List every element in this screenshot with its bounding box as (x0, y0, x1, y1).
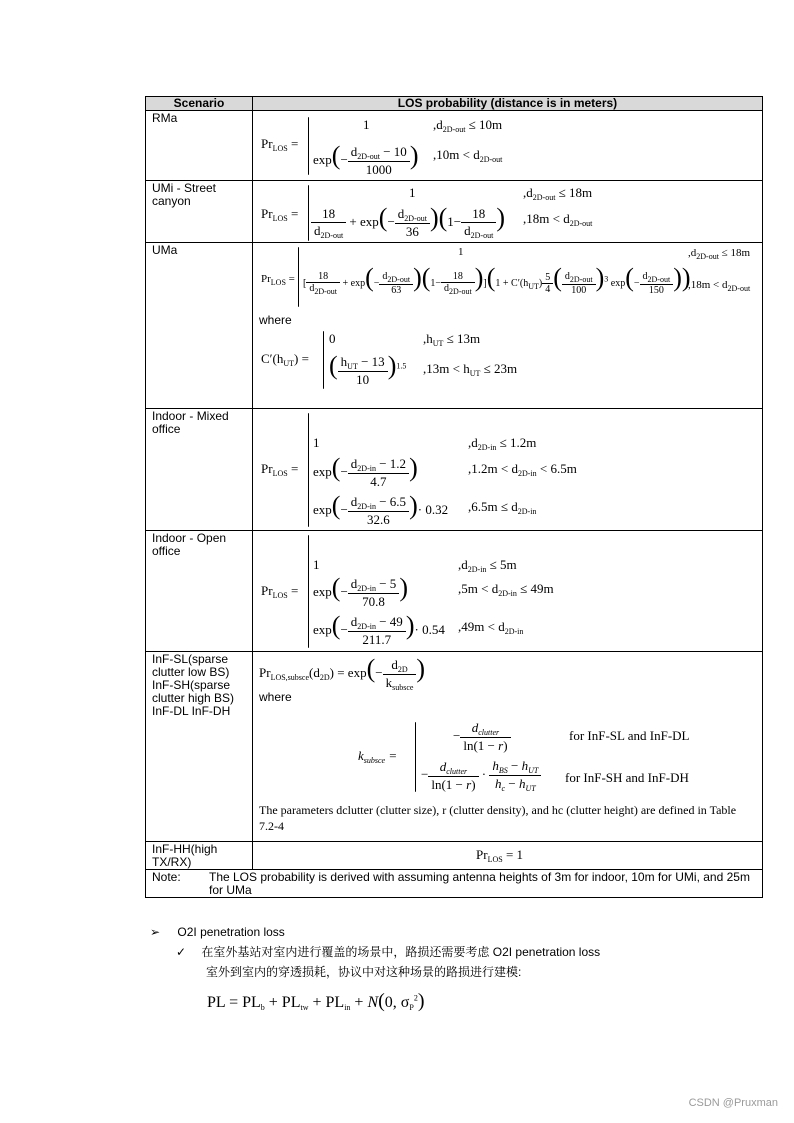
note-row (146, 870, 763, 898)
table-row (146, 842, 763, 870)
scenario-cell: UMa (146, 243, 253, 409)
table-row (146, 243, 763, 409)
case-label: for InF-SL and InF-DL (569, 728, 690, 743)
watermark: CSDN @Pruxman (688, 1097, 778, 1109)
header-scenario: Scenario (146, 97, 253, 111)
bullet-section (150, 922, 600, 982)
note-cell (146, 870, 763, 898)
note-text: The LOS probability is derived with assuming antenna heights of 3m for indoor, 10m for UMi, and 25m for UMa (209, 870, 750, 897)
bullet-text: 在室外基站对室内进行覆盖的场景中，路损还需要考虑 O2I penetration loss (201, 945, 601, 959)
scenario-cell: Indoor - Mixed office (146, 409, 253, 531)
where-label: where (259, 690, 292, 704)
table-row (146, 652, 763, 842)
bullet-line (176, 942, 600, 962)
formula-cell-indoor-mixed: $Pr_{LOS}$ = 1 $,d_{2D-in} \le 1.2m$ exp(− $\frac{d_{2D-in} - 1.2}{4.7}$ ) $,1.2m < d_{2D-in} < 6.5m$ exp(− $\frac{d_{2D-in} - 6.5}{32.6}$ )· 0.32 $,6.5m \le d_{2D-in}$ (253, 409, 763, 531)
parameters-note: The parameters dclutter (clutter size), r (clutter density), and hc (clutter height) are defined in Table 7.2-4 (259, 803, 737, 833)
scenario-cell: InF-HH(high TX/RX) (146, 842, 253, 870)
bullet-heading: O2I penetration loss (177, 925, 285, 939)
scenario-cell: Indoor - Open office (146, 531, 253, 652)
los-probability-table (145, 96, 763, 898)
formula-cell-rma: $Pr_{LOS}$ = 1 $,d_{2D-out} \le 10m$ exp(− $\frac{d_{2D-out} - 10}{1000}$ ) $,10m < d_{2D-out}$ (253, 111, 763, 181)
table-row (146, 531, 763, 652)
bullet-heading-row (150, 922, 600, 942)
where-label: where (259, 313, 292, 327)
formula-cell-indoor-open: $Pr_{LOS}$ = 1 $,d_{2D-in} \le 5m$ exp(− $\frac{d_{2D-in} - 5}{70.8}$ ) $,5m < d_{2D-in} \le 49m$ exp(− $\frac{d_{2D-in} - 49}{211.7}$ )· 0.54 $,49m < d_{2D-in}$ (253, 531, 763, 652)
scenario-cell: RMa (146, 111, 253, 181)
header-los: LOS probability (distance is in meters) (253, 97, 763, 111)
arrow-bullet-icon: ➢ (150, 925, 161, 939)
check-bullet-icon: ✓ (176, 945, 187, 959)
formula-cell-inf-hh: $Pr_{LOS} = 1$ (253, 842, 763, 870)
table-row (146, 181, 763, 243)
pathloss-formula: PL = $PL_b + PL_{tw} + PL_{in} + N(0$, $\sigma_P^2$) (207, 990, 425, 1012)
table-row (146, 409, 763, 531)
case-label: for InF-SH and InF-DH (565, 770, 689, 785)
formula-cell-inf: $Pr_{LOS,subsce}(d_{2D}) = \exp(-$ $\frac{d_{2D}}{k_{subsce}}$ ) where $k_{subsce}$ = − $\frac{d_{clutter}}{\ln(1 - r)}$ − $\frac{d_{clutter}}{\ln(1 - r)}$ · $\frac{h_{BS} - h_{UT}}{h_c - h_{UT}}$ for InF-SL and InF-DL for InF-SH and InF-DH The parameters dclutter (clutter size), r (clutter density), and hc (clutter height) are defined in Table 7.2-4 (253, 652, 763, 842)
formula-cell-umi: $Pr_{LOS}$ = 1 $,d_{2D-out} \le 18m$ $\frac{18}{d_{2D-out}}$ + exp(− $\frac{d_{2D-out}}{36}$ )(1− $\frac{18}{d_{2D-out}}$ ) $,18m < d_{2D-out}$ (253, 181, 763, 243)
scenario-cell: UMi - Street canyon (146, 181, 253, 243)
table-row (146, 111, 763, 181)
table-header-row (146, 97, 763, 111)
scenario-cell: InF-SL(sparse clutter low BS) InF-SH(sparse clutter high BS) InF-DL InF-DH (146, 652, 253, 842)
note-label: Note: (152, 870, 181, 884)
formula-cell-uma: $Pr_{LOS}$ = 1 $,d_{2D-out} \le 18m$ [ $\frac{18}{d_{2D-out}}$ + exp(− $\frac{d_{2D-out}}{63}$ )(1− $\frac{18}{d_{2D-out}}$ )]($1 + C'(h_{UT})$ $\frac{5}{4}$ ( $\frac{d_{2D-out}}{100}$ )$^3$ exp(− $\frac{d_{2D-out}}{150}$ )) $,18m < d_{2D-out}$ where $C'(h_{UT})$ = 0 $,h_{UT} \le 13m$ ( $\frac{h_{UT} - 13}{10}$ )$^{1.5}$ $,13m < h_{UT} \le 23m$ (253, 243, 763, 409)
bullet-line: 室外到室内的穿透损耗，协议中对这种场景的路损进行建模: (206, 965, 522, 979)
